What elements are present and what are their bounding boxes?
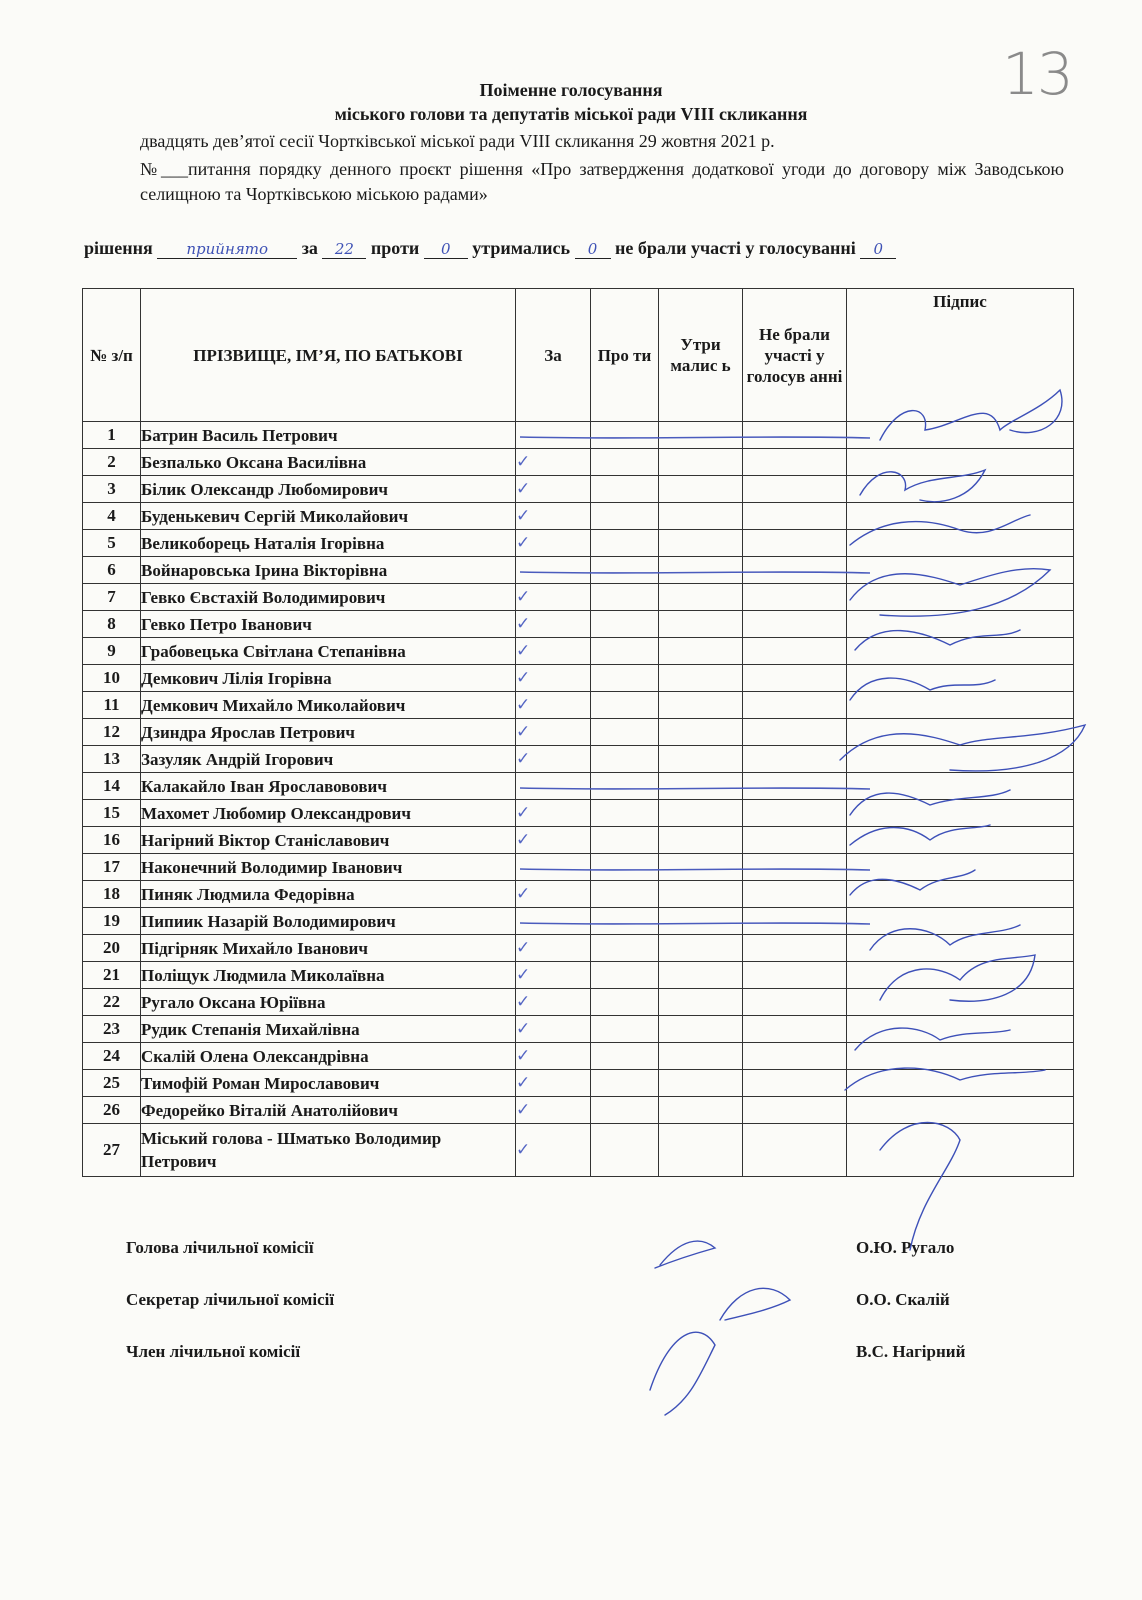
row-vote-absent (743, 854, 847, 881)
row-name: Гевко Петро Іванович (141, 611, 516, 638)
secretary-role: Секретар лічильної комісії (126, 1290, 335, 1309)
row-vote-abstained (659, 611, 743, 638)
row-vote-for: ✓ (516, 1124, 591, 1177)
row-signature (847, 1016, 1074, 1043)
chair-name: О.Ю. Ругало (856, 1238, 955, 1257)
row-name: Поліщук Людмила Миколаївна (141, 962, 516, 989)
row-signature (847, 746, 1074, 773)
row-signature (847, 827, 1074, 854)
row-signature (847, 962, 1074, 989)
vote-table (82, 288, 1074, 1177)
row-signature (847, 422, 1074, 449)
row-signature (847, 800, 1074, 827)
absent-label: не брали участі у голосуванні (615, 238, 856, 258)
absent-count: 0 (860, 240, 896, 259)
session-line: двадцять дев’ятої сесії Чортківської міської ради VIII скликання 29 жовтня 2021 р. (140, 131, 775, 151)
row-vote-for (516, 422, 591, 449)
secretary-name: О.О. Скалій (856, 1290, 950, 1309)
row-vote-against (591, 1097, 659, 1124)
row-vote-abstained (659, 827, 743, 854)
row-number: 3 (83, 476, 141, 503)
row-vote-absent (743, 692, 847, 719)
row-vote-for: ✓ (516, 1043, 591, 1070)
row-vote-absent (743, 665, 847, 692)
row-signature (847, 854, 1074, 881)
row-vote-for: ✓ (516, 719, 591, 746)
row-vote-for: ✓ (516, 962, 591, 989)
row-vote-for: ✓ (516, 827, 591, 854)
table-row (83, 1070, 1074, 1097)
row-name: Буденькевич Сергій Миколайович (141, 503, 516, 530)
row-number: 22 (83, 989, 141, 1016)
row-vote-abstained (659, 1016, 743, 1043)
row-number: 21 (83, 962, 141, 989)
row-name: Гевко Євстахій Володимирович (141, 584, 516, 611)
row-vote-absent (743, 800, 847, 827)
row-name: Войнаровська Ірина Вікторівна (141, 557, 516, 584)
row-signature (847, 557, 1074, 584)
row-vote-abstained (659, 773, 743, 800)
table-row (83, 638, 1074, 665)
row-number: 25 (83, 1070, 141, 1097)
row-name: Рудик Степанія Михайлівна (141, 1016, 516, 1043)
for-label: за (301, 238, 318, 258)
row-name: Пиняк Людмила Федорівна (141, 881, 516, 908)
row-vote-absent (743, 611, 847, 638)
col-header-against: Про ти (591, 289, 659, 422)
col-header-name: ПРІЗВИЩЕ, ІМ’Я, ПО БАТЬКОВІ (141, 289, 516, 422)
row-vote-against (591, 611, 659, 638)
row-vote-for: ✓ (516, 449, 591, 476)
row-name: Нагірний Віктор Станіславович (141, 827, 516, 854)
row-vote-absent (743, 1043, 847, 1070)
table-row (83, 989, 1074, 1016)
table-row (83, 611, 1074, 638)
document-subtitle: міського голови та депутатів міської ради VIII скликання (334, 104, 808, 124)
col-header-signature: Підпис (847, 289, 1074, 422)
row-vote-abstained (659, 854, 743, 881)
row-number: 2 (83, 449, 141, 476)
row-vote-for: ✓ (516, 746, 591, 773)
table-row (83, 503, 1074, 530)
row-vote-against (591, 449, 659, 476)
row-vote-abstained (659, 638, 743, 665)
row-vote-absent (743, 719, 847, 746)
row-number: 1 (83, 422, 141, 449)
row-vote-absent (743, 908, 847, 935)
table-row (83, 476, 1074, 503)
row-vote-against (591, 692, 659, 719)
row-number: 24 (83, 1043, 141, 1070)
row-number: 4 (83, 503, 141, 530)
row-signature (847, 476, 1074, 503)
row-vote-against (591, 638, 659, 665)
row-vote-against (591, 665, 659, 692)
row-vote-for: ✓ (516, 1097, 591, 1124)
row-signature (847, 1097, 1074, 1124)
member-signature (650, 1332, 715, 1415)
row-vote-for: ✓ (516, 800, 591, 827)
chair-role: Голова лічильної комісії (126, 1238, 314, 1257)
row-name: Наконечний Володимир Іванович (141, 854, 516, 881)
row-vote-abstained (659, 476, 743, 503)
table-row (83, 746, 1074, 773)
row-vote-abstained (659, 449, 743, 476)
row-vote-abstained (659, 881, 743, 908)
decision-line (84, 238, 1084, 259)
row-vote-against (591, 935, 659, 962)
row-vote-absent (743, 1016, 847, 1043)
row-number: 5 (83, 530, 141, 557)
row-vote-abstained (659, 665, 743, 692)
row-vote-against (591, 719, 659, 746)
row-name: Дзиндра Ярослав Петрович (141, 719, 516, 746)
row-signature (847, 1043, 1074, 1070)
row-vote-abstained (659, 800, 743, 827)
row-vote-against (591, 503, 659, 530)
abstained-count: 0 (575, 240, 611, 259)
row-vote-absent (743, 557, 847, 584)
agenda-item: №___питання порядку денного проєкт рішення «Про затвердження додаткової угоди до договору між Заводською селищною та Чортківською міською радами» (140, 159, 1064, 204)
row-vote-against (591, 827, 659, 854)
page-number: 13 (1002, 40, 1072, 108)
row-vote-abstained (659, 530, 743, 557)
row-vote-abstained (659, 503, 743, 530)
table-row (83, 1097, 1074, 1124)
row-name: Грабовецька Світлана Степанівна (141, 638, 516, 665)
table-row (83, 935, 1074, 962)
row-vote-abstained (659, 584, 743, 611)
row-vote-against (591, 1124, 659, 1177)
row-number: 10 (83, 665, 141, 692)
row-vote-against (591, 476, 659, 503)
row-vote-absent (743, 962, 847, 989)
row-vote-abstained (659, 746, 743, 773)
row-number: 12 (83, 719, 141, 746)
row-number: 11 (83, 692, 141, 719)
row-number: 17 (83, 854, 141, 881)
row-vote-against (591, 557, 659, 584)
row-name: Міський голова - Шматько Володимир Петрович (141, 1124, 516, 1177)
row-number: 6 (83, 557, 141, 584)
member-role: Член лічильної комісії (126, 1342, 301, 1361)
row-number: 8 (83, 611, 141, 638)
for-count: 22 (322, 240, 366, 259)
row-vote-abstained (659, 962, 743, 989)
row-vote-for: ✓ (516, 1070, 591, 1097)
row-signature (847, 449, 1074, 476)
row-vote-absent (743, 746, 847, 773)
row-signature (847, 584, 1074, 611)
row-vote-abstained (659, 1070, 743, 1097)
row-name: Зазуляк Андрій Ігорович (141, 746, 516, 773)
row-vote-for: ✓ (516, 665, 591, 692)
row-signature (847, 1124, 1074, 1177)
row-number: 18 (83, 881, 141, 908)
row-vote-for (516, 773, 591, 800)
table-row (83, 827, 1074, 854)
row-vote-for: ✓ (516, 476, 591, 503)
table-row (83, 908, 1074, 935)
row-name: Тимофій Роман Мирославович (141, 1070, 516, 1097)
row-name: Батрин Василь Петрович (141, 422, 516, 449)
row-vote-against (591, 422, 659, 449)
row-vote-for: ✓ (516, 638, 591, 665)
row-signature (847, 881, 1074, 908)
table-row (83, 773, 1074, 800)
row-name: Демкович Михайло Миколайович (141, 692, 516, 719)
col-header-abstained: Утри малис ь (659, 289, 743, 422)
table-row (83, 584, 1074, 611)
decision-label: рішення (84, 238, 153, 258)
table-row (83, 800, 1074, 827)
row-number: 19 (83, 908, 141, 935)
row-vote-absent (743, 476, 847, 503)
row-vote-against (591, 881, 659, 908)
row-vote-for: ✓ (516, 611, 591, 638)
abstained-label: утримались (472, 238, 570, 258)
row-number: 20 (83, 935, 141, 962)
row-vote-against (591, 1070, 659, 1097)
row-number: 7 (83, 584, 141, 611)
row-vote-against (591, 854, 659, 881)
table-row (83, 665, 1074, 692)
row-number: 15 (83, 800, 141, 827)
row-vote-for (516, 557, 591, 584)
row-signature (847, 989, 1074, 1016)
secretary-signature (720, 1288, 790, 1320)
row-vote-for: ✓ (516, 989, 591, 1016)
row-name: Демкович Лілія Ігорівна (141, 665, 516, 692)
row-vote-for: ✓ (516, 692, 591, 719)
row-signature (847, 935, 1074, 962)
row-vote-abstained (659, 1124, 743, 1177)
row-vote-absent (743, 422, 847, 449)
row-vote-for: ✓ (516, 1016, 591, 1043)
row-signature (847, 1070, 1074, 1097)
row-signature (847, 638, 1074, 665)
member-name: В.С. Нагірний (856, 1342, 966, 1361)
row-vote-absent (743, 773, 847, 800)
row-vote-against (591, 800, 659, 827)
row-vote-for (516, 854, 591, 881)
row-signature (847, 611, 1074, 638)
against-count: 0 (424, 240, 468, 259)
row-name: Великоборець Наталія Ігорівна (141, 530, 516, 557)
row-name: Федорейко Віталій Анатолійович (141, 1097, 516, 1124)
row-vote-against (591, 584, 659, 611)
row-vote-against (591, 530, 659, 557)
row-signature (847, 908, 1074, 935)
table-row (83, 719, 1074, 746)
document-title: Поіменне голосування (479, 80, 663, 100)
row-vote-for: ✓ (516, 881, 591, 908)
row-signature (847, 692, 1074, 719)
row-vote-against (591, 989, 659, 1016)
row-vote-abstained (659, 989, 743, 1016)
table-row (83, 557, 1074, 584)
row-name: Скалій Олена Олександрівна (141, 1043, 516, 1070)
row-vote-abstained (659, 908, 743, 935)
row-name: Підгірняк Михайло Іванович (141, 935, 516, 962)
row-vote-absent (743, 827, 847, 854)
row-vote-absent (743, 989, 847, 1016)
table-row (83, 422, 1074, 449)
row-vote-absent (743, 1097, 847, 1124)
table-row (83, 962, 1074, 989)
row-vote-abstained (659, 1043, 743, 1070)
row-vote-against (591, 1043, 659, 1070)
row-signature (847, 719, 1074, 746)
table-row (83, 1016, 1074, 1043)
row-vote-for: ✓ (516, 935, 591, 962)
row-name: Білик Олександр Любомирович (141, 476, 516, 503)
row-number: 9 (83, 638, 141, 665)
table-row (83, 1124, 1074, 1177)
row-vote-absent (743, 638, 847, 665)
row-number: 23 (83, 1016, 141, 1043)
row-vote-abstained (659, 422, 743, 449)
row-signature (847, 530, 1074, 557)
row-vote-absent (743, 503, 847, 530)
table-row (83, 854, 1074, 881)
row-number: 16 (83, 827, 141, 854)
col-header-for: За (516, 289, 591, 422)
row-vote-abstained (659, 1097, 743, 1124)
row-signature (847, 665, 1074, 692)
row-signature (847, 773, 1074, 800)
row-vote-against (591, 908, 659, 935)
row-vote-for: ✓ (516, 530, 591, 557)
row-number: 14 (83, 773, 141, 800)
table-row (83, 692, 1074, 719)
row-name: Пипиик Назарій Володимирович (141, 908, 516, 935)
row-name: Калакайло Іван Ярославовович (141, 773, 516, 800)
table-header-row (83, 289, 1074, 422)
row-vote-absent (743, 881, 847, 908)
row-number: 26 (83, 1097, 141, 1124)
row-vote-absent (743, 584, 847, 611)
row-vote-for: ✓ (516, 584, 591, 611)
row-vote-against (591, 962, 659, 989)
row-signature (847, 503, 1074, 530)
table-row (83, 530, 1074, 557)
row-vote-abstained (659, 692, 743, 719)
row-number: 13 (83, 746, 141, 773)
table-row (83, 1043, 1074, 1070)
row-vote-absent (743, 530, 847, 557)
row-number: 27 (83, 1124, 141, 1177)
row-vote-against (591, 773, 659, 800)
row-vote-against (591, 1016, 659, 1043)
table-row (83, 449, 1074, 476)
chair-signature (655, 1241, 715, 1268)
row-vote-absent (743, 1070, 847, 1097)
row-vote-against (591, 746, 659, 773)
col-header-absent: Не брали участі у голосув анні (743, 289, 847, 422)
row-vote-abstained (659, 935, 743, 962)
against-label: проти (370, 238, 420, 258)
row-vote-absent (743, 935, 847, 962)
table-row (83, 881, 1074, 908)
row-vote-abstained (659, 557, 743, 584)
row-vote-abstained (659, 719, 743, 746)
row-vote-for (516, 908, 591, 935)
col-header-num: № з/п (83, 289, 141, 422)
row-name: Ругало Оксана Юріївна (141, 989, 516, 1016)
row-name: Махомет Любомир Олександрович (141, 800, 516, 827)
decision-result: прийнято (157, 240, 297, 259)
row-vote-for: ✓ (516, 503, 591, 530)
row-vote-absent (743, 1124, 847, 1177)
row-name: Безпалько Оксана Василівна (141, 449, 516, 476)
row-vote-absent (743, 449, 847, 476)
